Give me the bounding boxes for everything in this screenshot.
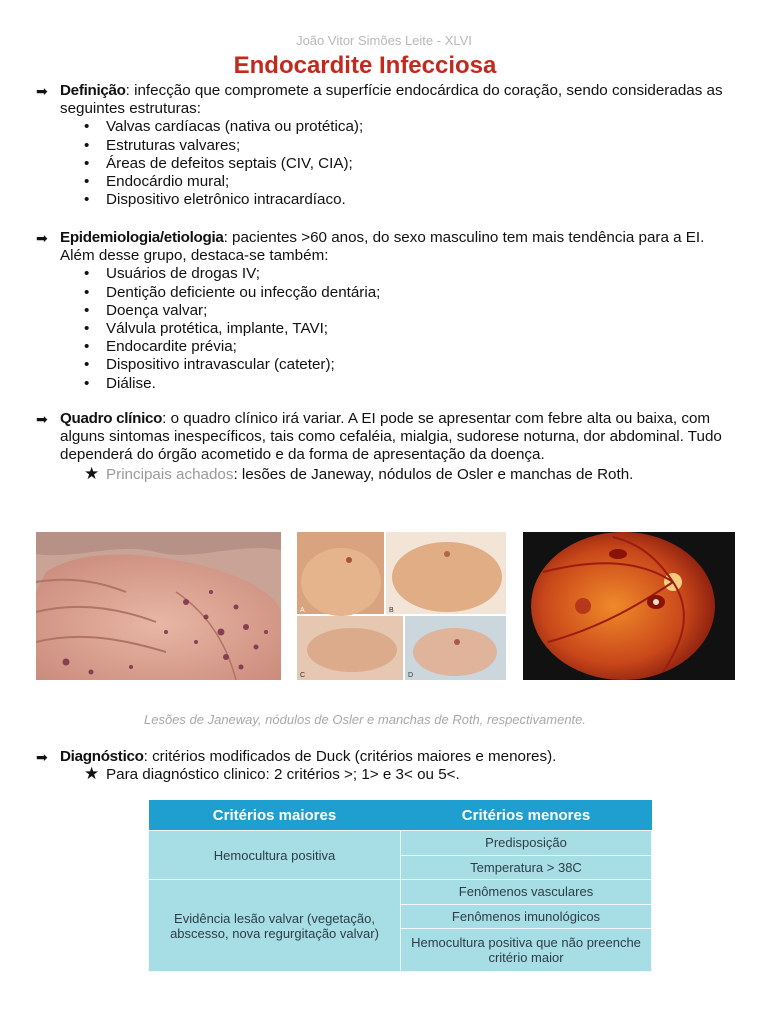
minor-criterion: Temperatura > 38C [401, 855, 652, 880]
list-item: • Áreas de defeitos septais (CIV, CIA); [106, 155, 726, 173]
janeway-lesions-image [36, 532, 281, 680]
header-minor: Critérios menores [401, 800, 652, 831]
section-epidemiologia [36, 229, 726, 393]
header-major: Critérios maiores [149, 800, 401, 831]
minor-criterion: Hemocultura positiva que não preenche critério maior [401, 929, 652, 972]
definicao-list [36, 118, 726, 209]
page-title: Endocardite Infecciosa [233, 52, 497, 79]
list-item: • Doença valvar; [106, 302, 726, 320]
list-item: • Estruturas valvares; [106, 137, 726, 155]
list-item: • Dispositivo eletrônico intracardíaco. [106, 191, 726, 209]
criteria-table [148, 800, 652, 972]
diagnostico-paragraph [36, 748, 726, 766]
list-item: • Dentição deficiente ou infecção dentária; [106, 284, 726, 302]
arrow-bullet-icon: ➡ [36, 411, 48, 427]
diagnostico-term: Diagnóstico [60, 748, 144, 765]
quadro-text: : o quadro clínico irá variar. A EI pode se apresentar com febre alta ou baixa, com alguns sintomas inespecíficos, tais como cefaléia, mialgia, sudorese noturna, dor abdominal. Tudo dependerá do órgão acometido e da forma de apresentação da doença. [60, 410, 722, 464]
diagnostico-star-line [36, 766, 726, 784]
diagnostico-criteria-text: Para diagnóstico clinico: 2 critérios >; 1> e 3< ou 5<. [106, 766, 460, 784]
epidemiologia-term: Epidemiologia/etiologia [60, 229, 224, 246]
author-line: João Vitor Simões Leite - XLVI [296, 33, 472, 48]
list-item: • Valvas cardíacas (nativa ou protética); [106, 118, 726, 136]
epidemiologia-text: : pacientes >60 anos, do sexo masculino tem mais tendência para a EI. Além desse grupo, destaca-se também: [60, 229, 705, 265]
list-item: • Endocardite prévia; [106, 338, 726, 356]
table-row [149, 880, 652, 905]
definicao-term: Definição [60, 82, 126, 99]
minor-criterion: Fenômenos vasculares [401, 880, 652, 905]
quadro-term: Quadro clínico [60, 410, 163, 427]
minor-criterion: Fenômenos imunológicos [401, 904, 652, 929]
panel-label-d: D [408, 672, 414, 679]
list-item: • Diálise. [106, 375, 726, 393]
principais-text: : lesões de Janeway, nódulos de Osler e manchas de Roth. [233, 465, 634, 483]
figure-caption: Lesões de Janeway, nódulos de Osler e manchas de Roth, respectivamente. [143, 712, 586, 727]
definicao-paragraph [36, 82, 726, 118]
list-item: • Endocárdio mural; [106, 173, 726, 191]
epidemiologia-list [36, 265, 726, 392]
panel-label-b: B [389, 607, 394, 614]
osler-nodes-image [297, 532, 506, 680]
panel-label-a: A [300, 607, 305, 614]
panel-label-c: C [300, 672, 306, 679]
quadro-star-line [36, 463, 726, 484]
table-header-row [149, 800, 652, 831]
roth-spots-image [523, 532, 735, 680]
list-item: • Dispositivo intravascular (cateter); [106, 356, 726, 374]
list-item: • Válvula protética, implante, TAVI; [106, 320, 726, 338]
epidemiologia-paragraph [36, 229, 726, 265]
minor-criterion: Predisposição [401, 831, 652, 856]
diagnostico-text: : critérios modificados de Duck (critérios maiores e menores). [143, 748, 557, 765]
major-criterion: Hemocultura positiva [149, 831, 401, 880]
section-diagnostico [36, 748, 726, 784]
principais-label: Principais achados [106, 465, 234, 483]
star-bullet-icon: ★ [84, 764, 100, 784]
arrow-bullet-icon: ➡ [36, 749, 48, 765]
table-row [149, 831, 652, 856]
star-bullet-icon: ★ [84, 463, 100, 483]
arrow-bullet-icon: ➡ [36, 230, 48, 246]
major-criterion: Evidência lesão valvar (vegetação, abscesso, nova regurgitação valvar) [149, 880, 401, 972]
clinical-photos [36, 532, 736, 680]
definicao-text: : infecção que compromete a superfície endocárdica do coração, sendo consideradas as seguintes estruturas: [60, 82, 723, 118]
arrow-bullet-icon: ➡ [36, 83, 48, 99]
list-item: • Usuários de drogas IV; [106, 265, 726, 283]
quadro-paragraph [36, 410, 726, 465]
section-definicao [36, 82, 726, 209]
section-quadro-clinico [36, 410, 726, 484]
